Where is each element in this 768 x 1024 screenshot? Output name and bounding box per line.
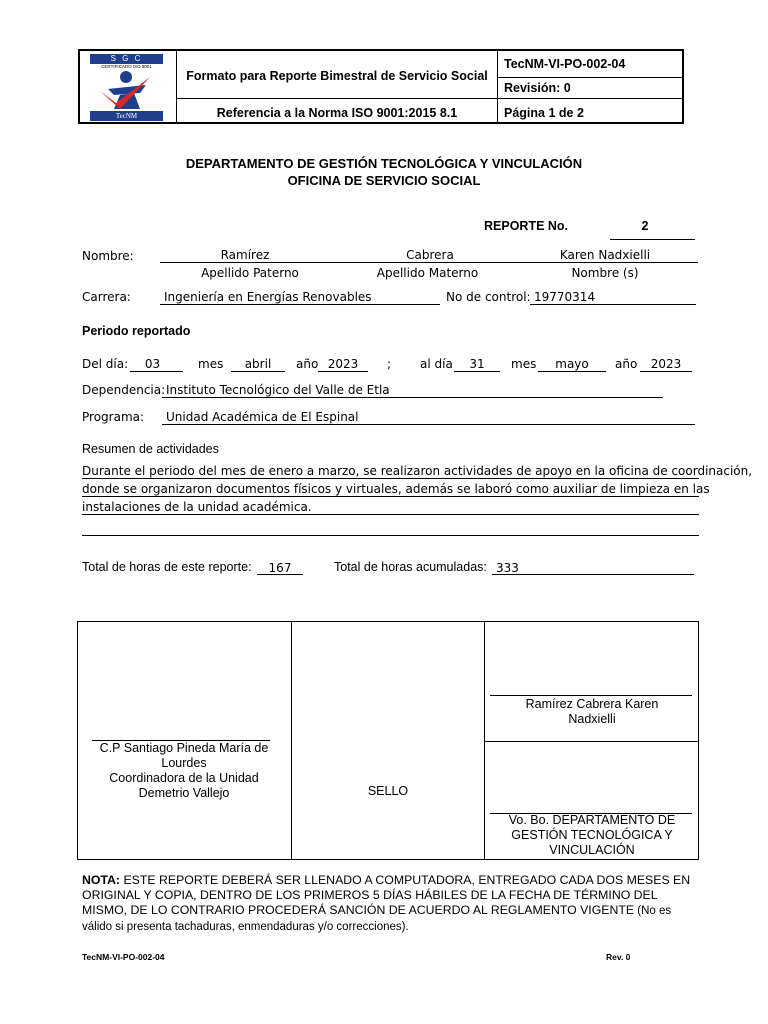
control-number-label: No de control: [446,290,531,304]
header-table [78,49,684,124]
career-label: Carrera: [82,290,131,304]
form-title: Formato para Reporte Bimestral de Servicio Social [186,69,488,83]
note-label: NOTA: [82,873,121,887]
nombres-caption: Nombre (s) [571,266,639,280]
accum-hours-value: 333 [496,561,519,575]
apellido-materno-caption: Apellido Materno [376,266,479,280]
student-signature: Ramírez Cabrera Karen Nadxielli [525,697,659,726]
program-value: Unidad Académica de El Espinal [166,410,359,424]
summary-line: donde se organizaron documentos físicos y virtuales, además se laboró como auxiliar de limpieza en las [82,482,710,496]
revision: Revisión: 0 [504,81,571,95]
vobo-signature: Vo. Bo. DEPARTAMENTO DE GESTIÓN TECNOLÓGICA Y VINCULACIÓN [508,813,676,857]
footer-revision: Rev. 0 [606,952,631,962]
sgc-logo: S G C CERTIFICADO ISO 9001 TecNM [90,54,163,120]
office-title: OFICINA DE SERVICIO SOCIAL [287,173,481,188]
note-tail: (No es válido si presenta tachaduras, enmendaduras y/o correcciones). [82,905,672,933]
career-value: Ingeniería en Energías Renovables [164,290,372,304]
iso-reference: Referencia a la Norma ISO 9001:2015 8.1 [216,106,458,120]
name-label: Nombre: [82,249,134,263]
accum-hours-label: Total de horas acumuladas: [334,560,487,574]
form-code: TecNM-VI-PO-002-04 [504,57,626,71]
summary-line: instalaciones de la unidad académica. [82,500,312,514]
from-day-label: Del día: [82,357,129,371]
footer-code: TecNM-VI-PO-002-04 [82,952,165,962]
from-year-value: 2023 [327,357,359,371]
department-title: DEPARTAMENTO DE GESTIÓN TECNOLÓGICA Y VINCULACIÓN [185,156,583,171]
control-number-value: 19770314 [534,290,596,304]
to-month-value: mayo [555,357,589,371]
semicolon: ; [387,357,392,371]
to-year-label: año [615,357,638,371]
period-title: Periodo reportado [82,324,191,338]
from-year-label: año [296,357,319,371]
note-text: ESTE REPORTE DEBERÁ SER LLENADO A COMPUTADORA, ENTREGADO CADA DOS MESES EN ORIGINAL Y COPIA, DENTRO DE LOS PRIMEROS 5 DÍAS HÁBILES DE LA FECHA DE TÉRMINO DEL MISMO, DE LO CONTRARIO PROCEDERÁ SANCIÓN DE ACUERDO AL REGLAMENTO VIGENTE [82,873,691,917]
nombres-value: Karen Nadxielli [559,248,651,262]
dependency-label: Dependencia: [82,383,166,397]
report-hours-label: Total de horas de este reporte: [82,560,252,574]
report-number-value: 2 [641,219,649,233]
summary-line: Durante el periodo del mes de enero a marzo, se realizaron actividades de apoyo en la oficina de coordinación, [82,464,753,478]
apellido-paterno-caption: Apellido Paterno [201,266,299,280]
to-year-value: 2023 [650,357,682,371]
coordinator-signature: C.P Santiago Pineda María de Lourdes Coordinadora de la Unidad Demetrio Vallejo [99,741,269,800]
summary-title: Resumen de actividades [82,442,219,456]
apellido-materno-value: Cabrera [406,248,454,262]
program-label: Programa: [82,410,145,424]
note [82,873,704,935]
from-month-value: abril [244,357,272,371]
apellido-paterno-value: Ramírez [220,248,270,262]
dependency-value: Instituto Tecnológico del Valle de Etla [166,383,390,397]
from-month-label: mes [198,357,224,371]
to-month-label: mes [511,357,537,371]
report-number-label: REPORTE No. [484,219,569,233]
to-day-value: 31 [469,357,485,371]
to-day-label: al día [420,357,453,371]
seal-label: SELLO [367,784,409,798]
report-hours-value: 167 [268,561,292,575]
signature-table [77,621,699,860]
page-indicator: Página 1 de 2 [504,106,584,120]
from-day-value: 03 [144,357,161,371]
